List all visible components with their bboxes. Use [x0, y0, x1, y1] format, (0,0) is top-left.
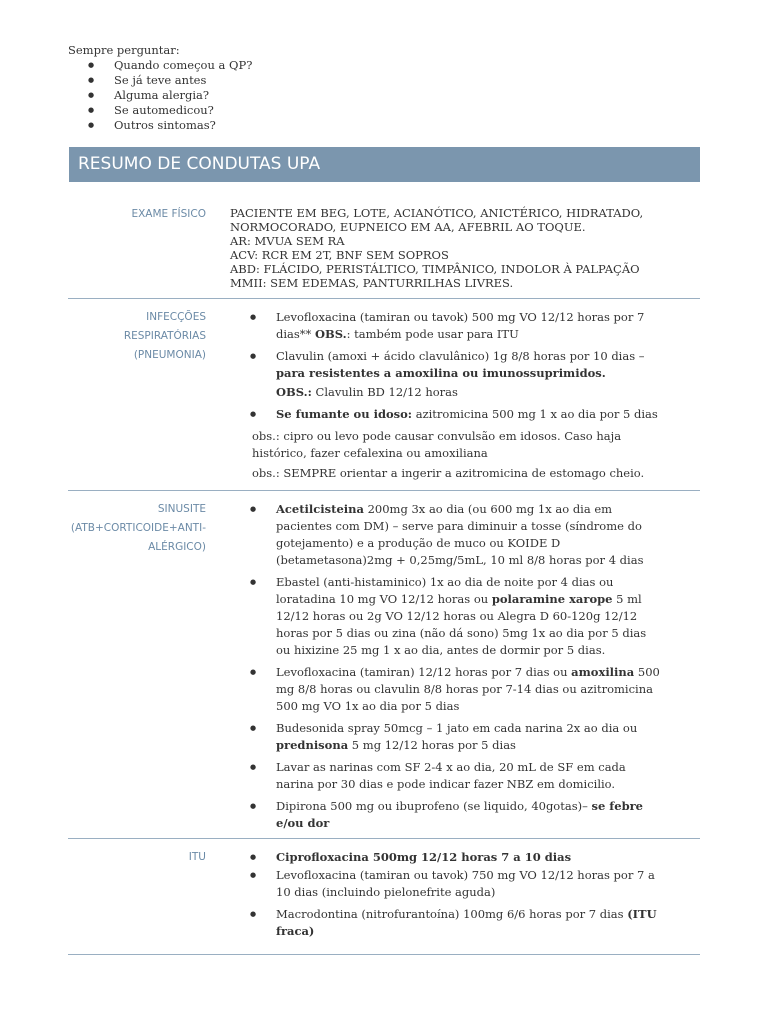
label-line: ALÉRGICO) — [148, 541, 206, 553]
section-exame-fisico — [68, 200, 700, 299]
exam-line: PACIENTE EM BEG, LOTE, ACIANÓTICO, ANICTÉRICO, HIDRATADO, NORMOCORADO, EUPNEICO EM AA, AFEBRIL AO TOQUE. — [230, 206, 644, 234]
list-item: ● Outros sintomas? — [68, 118, 252, 133]
list-item: ● Se automedicou? — [68, 103, 252, 118]
intro-block — [68, 43, 252, 133]
section-content — [230, 206, 700, 290]
section-sinusite — [68, 491, 700, 839]
item-text: 5 ml 12/12 horas ou 2g VO 12/12 horas ou Alegra D 60-120g 12/12 horas por 5 dias ou zina (não dá sono) 5mg 1x ao dia por 5 dias ou hixizine 25 mg 1 x ao dia, antes de dormir por 5 dias. — [276, 592, 647, 657]
item-bold-text: para resistentes a amoxilina ou imunossuprimidos. — [276, 366, 606, 380]
list-item — [230, 574, 660, 659]
label-line: INFECÇÕES — [146, 311, 206, 323]
item-text: Levofloxacina (tamiran) 12/12 horas por 7 dias ou — [276, 665, 572, 679]
section-label: EXAME FÍSICO — [131, 208, 206, 220]
section-content — [230, 501, 660, 837]
exam-line: AR: MVUA SEM RA — [230, 234, 345, 248]
list-item: ● Alguma alergia? — [68, 88, 252, 103]
item-bold-text: OBS.: — [276, 385, 312, 399]
item-text: 5 mg 12/12 horas por 5 dias — [348, 738, 516, 752]
item-bold-text: amoxilina — [571, 665, 635, 679]
item-text: Macrodontina (nitrofurantoína) 100mg 6/6 horas por 7 dias — [276, 907, 628, 921]
intro-list — [68, 58, 252, 133]
item-bold-text: polaramine xarope — [491, 592, 613, 606]
item-text: Clavulin (amoxi + ácido clavulânico) 1g 8/8 horas por 10 dias – — [276, 349, 645, 363]
exam-line: ACV: RCR EM 2T, BNF SEM SOPROS — [230, 248, 449, 262]
page-title-banner: RESUMO DE CONDUTAS UPA — [69, 147, 700, 182]
item-text: Clavulin BD 12/12 horas — [311, 385, 458, 399]
item-text: Dipirona 500 mg ou ibuprofeno (se liquido, 40gotas)– — [276, 799, 592, 813]
item-text: azitromicina 500 mg 1 x ao dia por 5 dias — [412, 407, 658, 421]
item-text: 200mg 3x ao dia (ou 600 mg 1x ao dia em pacientes com DM) – serve para diminuir a tosse (síndrome do gotejamento) e a produção de muco ou KOIDE D (betametasona)2mg + 0,25mg/5mL, 10 ml 8/8 horas por 4 dias — [276, 502, 644, 567]
label-line: RESPIRATÓRIAS — [123, 330, 206, 342]
list-item — [230, 720, 660, 754]
item-bold-text: OBS. — [314, 327, 347, 341]
label-line: (ATB+CORTICOIDE+ANTI- — [70, 522, 206, 534]
section-label: ITU — [188, 851, 206, 863]
item-bold-text: Acetilcisteina — [276, 502, 364, 516]
item-bold-text: prednisona — [276, 738, 349, 752]
list-item: ● Quando começou a QP? — [68, 58, 252, 73]
exam-line: MMII: SEM EDEMAS, PANTURRILHAS LIVRES. — [230, 276, 514, 290]
note-text: obs.: SEMPRE orientar a ingerir a azitromicina de estomago cheio. — [252, 466, 645, 480]
section-content — [230, 309, 660, 485]
intro-heading: Sempre perguntar: — [68, 43, 180, 57]
list-item — [230, 906, 660, 940]
item-text: Ebastel (anti-histaminico) 1x ao dia de noite por 4 dias ou loratadina 10 mg VO 12/12 horas ou — [276, 575, 614, 606]
item-bold-text: (ITU fraca) — [276, 907, 657, 938]
label-line: (PNEUMONIA) — [133, 349, 206, 361]
item-text: Levofloxacina (tamiran ou tavok) 500 mg VO 12/12 horas por 7 dias** — [276, 310, 645, 341]
list-item — [230, 664, 660, 715]
list-item: ● Levofloxacina (tamiran ou tavok) 750 mg VO 12/12 horas por 7 a 10 dias (incluindo pielonefrite aguda) — [230, 867, 660, 901]
list-item — [230, 849, 660, 866]
section-infeccoes-respiratorias — [68, 299, 700, 491]
section-label — [68, 308, 206, 365]
item-text: : também pode usar para ITU — [346, 327, 519, 341]
section-itu — [68, 839, 700, 955]
list-item — [230, 501, 660, 569]
item-bold-text: Ciprofloxacina 500mg 12/12 horas 7 a 10 dias — [276, 850, 572, 864]
section-label — [68, 500, 206, 557]
section-content — [230, 849, 660, 945]
conduct-list — [230, 309, 660, 382]
list-item — [230, 798, 660, 832]
item-text: 500 mg 8/8 horas ou clavulin 8/8 horas por 7-14 dias ou azitromicina 500 mg VO 1x ao dia por 5 dias — [276, 665, 660, 713]
list-item: ● Lavar as narinas com SF 2-4 x ao dia, 20 mL de SF em cada narina por 30 dias e pode indicar fazer NBZ em domicilio. — [230, 759, 660, 793]
label-line: SINUSITE — [157, 503, 206, 515]
conduct-list — [230, 501, 660, 832]
note-text: obs.: cipro ou levo pode causar convulsão em idosos. Caso haja histórico, fazer cefalexina ou amoxiliana — [252, 429, 622, 460]
item-text: Budesonida spray 50mcg – 1 jato em cada narina 2x ao dia ou — [276, 721, 638, 735]
conduct-list — [230, 406, 660, 423]
exam-line: ABD: FLÁCIDO, PERISTÁLTICO, TIMPÂNICO, INDOLOR À PALPAÇÃO — [230, 262, 640, 276]
item-bold-text: se febre e/ou dor — [276, 799, 643, 830]
list-item — [230, 406, 660, 423]
obs-line — [230, 384, 660, 401]
conduct-list — [230, 849, 660, 940]
item-bold-text: Se fumante ou idoso: — [276, 407, 413, 421]
list-item — [230, 348, 660, 382]
list-item — [230, 309, 660, 343]
list-item: ● Se já teve antes — [68, 73, 252, 88]
